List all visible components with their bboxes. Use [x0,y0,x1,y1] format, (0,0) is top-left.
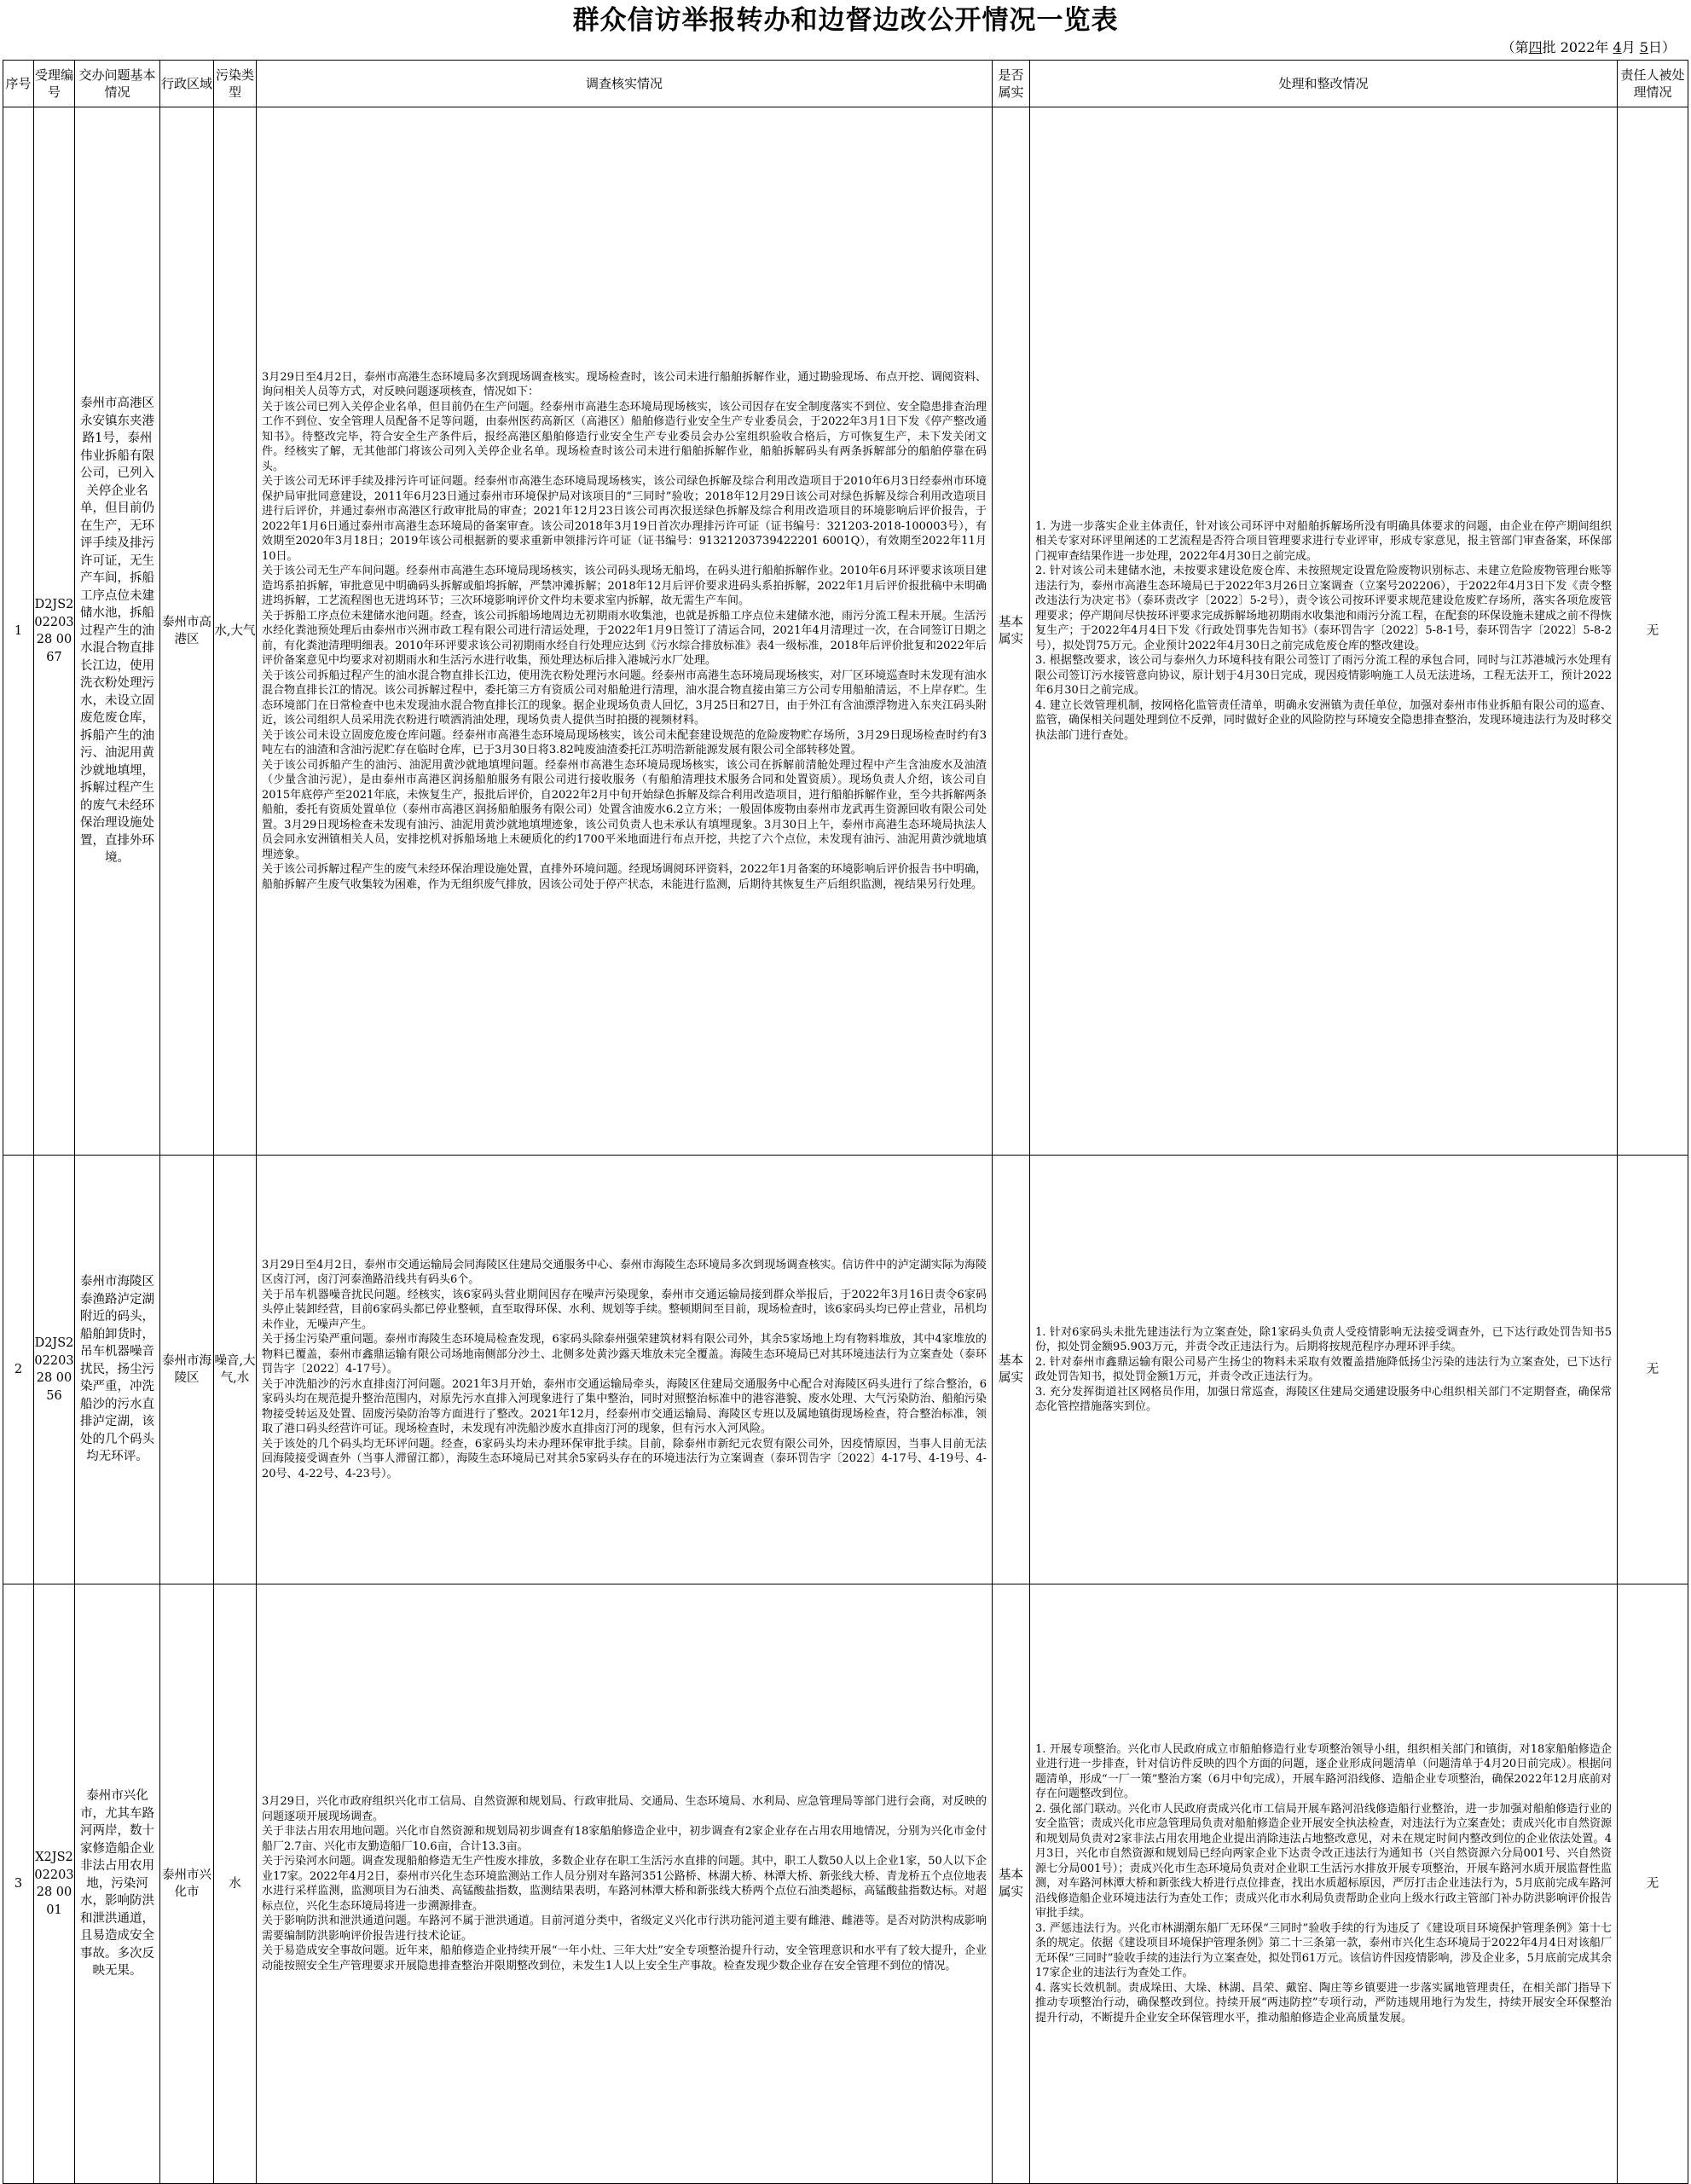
investigation-paragraph: 3月29日至4月2日，泰州市高港生态环境局多次到现场调查核实。现场检查时，该公司未进行船舶拆解作业，通过勘验现场、布点开挖、调阅资料、询问相关人员等方式，对反映问题逐项核查，情况如下： [262,370,987,399]
page-title: 群众信访举报转办和边督边改公开情况一览表 [572,5,1119,36]
header-accountability: 责任人被处理情况 [1618,61,1688,107]
investigation-paragraph: 关于该公司拆船产生的油污、油泥用黄沙就地填埋问题。经泰州市高港生态环境局现场核实，该公司在拆解前清舱处理过程中产生含油废水及油渣（少量含油污泥），是由泰州市高港区润扬船舶服务有限公司进行接收服务（有船舶清理技术服务合同和处置资质）。现场负责人介绍，该公司自2015年底停产至2021年底，未恢复生产，报批后评价，自2022年2月中旬开始绿色拆解及综合利用改造项目，进行船舶拆解作业，至今共拆解两条船舶，委托有资质处置单位（泰州市高港区润扬船舶服务有限公司）处置含油废水6.2立方米；一般固体废物由泰州市龙武再生资源回收有限公司处置。3月29日现场检查未发现有油污、油泥用黄沙就地填埋迹象，该公司负责人也未承认有填埋现象。3月30日上午，泰州市高港生态环境局执法人员会同永安洲镇相关人员，安排挖机对拆船场地上未硬质化的约1700平米地面进行布点开挖，共挖了六个点位，未发现有油污、油泥用黄沙就地填埋迹象。 [262,758,987,861]
row-issue: 泰州市海陵区泰渔路泸定湖附近的码头，船舶卸货时，吊车机器噪音扰民，扬尘污染严重，冲洗船沙的污水直排泸定湖，该处的几个码头均无环评。 [75,1156,160,1584]
row-verified: 基本属实 [993,107,1030,1156]
investigation-paragraph: 关于非法占用农用地问题。兴化市自然资源和规划局初步调查有18家船舶修造企业中，初步调查有2家企业存在占用农用地情况，分别为兴化市金付船厂2.7亩、兴化市友勤造船厂10.6亩，合计13.3亩。 [262,1825,987,1853]
header-seq: 序号 [3,61,34,107]
row-accountability: 无 [1618,1584,1688,2184]
batch-month-unit: 月 [1621,39,1640,55]
row-code: X2JS20220328 0001 [34,1584,75,2184]
row-accountability: 无 [1618,1156,1688,1584]
row-pollution: 水,大气 [214,107,257,1156]
batch-month: 4 [1613,39,1622,55]
row-seq: 3 [3,1584,34,2184]
handling-paragraph: 3. 充分发挥街道社区网格员作用，加强日常巡查，海陵区住建局交通建设服务中心组织相关部门不定期督查，确保常态化管控措施落实到位。 [1035,1385,1612,1413]
batch-year: 批 2022年 [1542,39,1613,55]
handling-paragraph: 1. 开展专项整治。兴化市人民政府成立市船舶修造行业专项整治领导小组，组织相关部门和镇街，对18家船舶修造企业进行进一步排查，针对信访件反映的四个方面的问题，逐企业形成问题清单（问题清单于4月20日前完成）。根据问题清单，形成“一厂一策”整治方案（6月中旬完成），开展车路河沿线修、造船企业专项整治，确保2022年12月底前对存在问题整改到位。 [1035,1742,1612,1801]
investigation-paragraph: 关于该公司无环评手续及排污许可证问题。经泰州市高港生态环境局现场核实，该公司绿色拆解及综合利用改造项目于2010年6月3日经泰州市环境保护局审批同意建设，2011年6月23日通过泰州市环境保护局对该项目的“三同时”验收；2018年12月29日该公司对绿色拆解及综合利用改造项目进行后评价，并通过泰州市高港区行政审批局的审查；2021年12月23日该公司再次报送绿色拆解及综合利用改造项目的环境影响后评价报告，于2022年1月6日通过泰州市高港生态环境局的备案审查。该公司2018年3月19日首次办理排污许可证（证书编号：321203-2018-100003号），有效期至2020年3月18日；2019年该公司根据新的要求重新申领排污许可证（证书编号：91321203739422201 6001Q），有效期至2022年11月10日。 [262,475,987,563]
batch-number: 四 [1528,39,1543,55]
batch-suffix: 日） [1648,39,1676,55]
row-issue: 泰州市高港区永安镇东夹港路1号，泰州伟业拆船有限公司，已列入关停企业名单，但目前仍在生产，无环评手续及排污许可证，无生产车间，拆船工序点位未建储水池，拆船过程产生的油水混合物直排长江边，使用洗衣粉处理污水，未设立固废危废仓库，拆船产生的油污、油泥用黄沙就地填埋，拆解过程产生的废气未经环保治理设施处置，直排外环境。 [75,107,160,1156]
table-row [3,1156,1688,1584]
batch-day: 5 [1639,39,1648,55]
header-code: 受理编号 [34,61,75,107]
header-district: 行政区域 [160,61,214,107]
header-handling: 处理和整改情况 [1030,61,1618,107]
investigation-paragraph: 关于该公司拆船过程产生的油水混合物直排长江边，使用洗衣粉处理污水问题。经泰州市高港生态环境局现场核实，对厂区环境巡查时未发现有油水混合物直排长江的情况。该公司拆解过程中，委托第三方有资质公司对船舱进行清理，油水混合物直接由第三方公司专用船舶清运，不上岸存贮。生态环境部门在日常检查中也未发现油水混合物直排长江的现象。据企业现场负责人回忆，3月25日和27日，由于外江有含油漂浮物进入东夹江码头附近，该公司组织人员采用洗衣粉进行喷洒消油处理，现场负责人提供当时拍摄的视频材料。 [262,669,987,727]
investigation-paragraph: 关于该公司未设立固废危废仓库问题。经泰州市高港生态环境局现场核实，该公司未配套建设规范的危险废物贮存场所，3月29日现场检查时约有3吨左右的油渣和含油污泥贮存在临时仓库，已于3月30日将3.82吨废油渣委托江苏明浩新能源发展有限公司全部转移处置。 [262,728,987,757]
investigation-paragraph: 关于吊车机器噪音扰民问题。经核实，该6家码头营业期间因存在噪声污染现象，泰州市交通运输局接到群众举报后，于2022年3月16日责令6家码头停止装卸经营，目前6家码头都已停业整顿，直至取得环保、水利、规划等手续。整顿期间至目前，现场检查时，该6家码头均已停止营业，吊机均未作业，无噪声产生。 [262,1288,987,1331]
investigation-paragraph: 关于污染河水问题。调查发现船舶修造无生产性废水排放，多数企业存在职工生活污水直排的问题。其中，职工人数50人以上企业1家，50人以下企业17家。2022年4月2日，泰州市兴化生态环境监测站工作人员分别对车路河351公路桥、林湖大桥、林潭大桥、新张线大桥、青龙桥五个点位地表水进行采样监测，监测项目为石油类、高锰酸盐指数，监测结果表明，车路河林潭大桥和新张线大桥两个点位石油类超标，高锰酸盐指数达标。对超标点位，兴化生态环境局将进一步溯源排查。 [262,1855,987,1913]
batch-info [1502,38,1676,57]
handling-paragraph: 4. 建立长效管理机制，按网格化监管责任清单，明确永安洲镇为责任单位，加强对泰州市伟业拆船有限公司的巡查、监管，确保相关问题处理到位不反弹，同时做好企业的风险防控与环境安全隐患排查整治，发现环境违法行为及时移交执法部门进行查处。 [1035,698,1613,742]
row-investigation [257,1156,993,1584]
row-pollution: 噪音,大气,水 [214,1156,257,1584]
handling-paragraph: 2. 针对泰州市鑫鼎运输有限公司易产生扬尘的物料未采取有效覆盖措施降低扬尘污染的违法行为立案查处，已下达行政处罚告知书，拟处罚金额1万元，并责令改正违法行为。 [1035,1355,1612,1383]
row-code: D2JS20220328 0067 [34,107,75,1156]
row-handling [1030,107,1618,1156]
row-investigation [257,107,993,1156]
handling-paragraph: 2. 强化部门联动。兴化市人民政府责成兴化市工信局开展车路河沿线修造船行业整治，进一步加强对船舶修造行业的安全监管；责成兴化市应急管理局负责对船舶修造企业开展安全执法检查，对违法行为立案查处；责成兴化市自然资源和规划局负责对2家非法占用农用地企业提出消除违法占地整改意见，对未在规定时间内整改到位的企业依法处置。4月3日，兴化市自然资源和规划局已经向两家企业下达责令改正违法行为通知书（兴自然资源六分局001号、兴自然资源七分局001号）；责成兴化市生态环境局负责对企业职工生活污水排放开展专项整治，开展车路河水质开展监督性监测，对车路河林潭大桥和新张线大桥进行点位排查，找出水质超标原因，严厉打击企业违法行为，5月底前完成车路河沿线修造船企业环境违法行为查处工作；责成兴化市水利局负责帮助企业向上级水行政主管部门补办防洪影响评价报告审批手续。 [1035,1802,1613,1920]
investigation-paragraph: 关于冲洗船沙的污水直排卤汀河问题。2021年3月开始，泰州市交通运输局牵头，海陵区住建局交通服务中心配合对海陵区码头进行了综合整治，6家码头均在规范提升整治范围内，对原先污水直排入河现象进行了集中整治，同时对照整治标准中的港容港貌、废水处理、大气污染防治、船舶污染物接受转运及处置、固废污染防治等方面进行了整改。2021年12月，经泰州市交通运输局、海陵区专班以及属地镇街现场检查，符合整治标准，领取了港口码头经营许可证。现场检查时，未发现有冲洗船沙废水直排卤汀河的现象，但有污水入河风险。 [262,1377,987,1436]
handling-paragraph: 4. 落实长效机制。责成垛田、大垛、林湖、昌荣、戴窑、陶庄等乡镇要进一步落实属地管理责任，在相关部门指导下推动专项整治行动，确保整改到位。持续开展“两违防控”专项行动，严防违规用地行为发生，持续开展安全环保整治提升行动，不断提升企业安全环保管理水平，推动船舶修造企业高质量发展。 [1035,1981,1612,2025]
investigation-paragraph: 3月29日，兴化市政府组织兴化市工信局、自然资源和规划局、行政审批局、交通局、生态环境局、水利局、应急管理局等部门进行会商，对反映的问题逐项开展现场调查。 [262,1795,987,1823]
investigation-paragraph: 关于该处的几个码头均无环评问题。经查，6家码头均未办理环保审批手续。目前，除泰州市新纪元农贸有限公司外，因疫情原因，当事人目前无法回海陵接受调查外（当事人滞留江都），海陵生态环境局已对其余5家码头存在的环境违法行为立案调查（泰环罚告字〔2022〕4-17号、4-19号、4-20号、4-22号、4-23号）。 [262,1437,987,1480]
row-verified: 基本属实 [993,1156,1030,1584]
investigation-paragraph: 关于影响防洪和泄洪通道问题。车路河不属于泄洪通道。目前河道分类中，省级定义兴化市行洪功能河道主要有雌港、雌港等。是否对防洪构成影响需要编制防洪影响评价报告进行技术论证。 [262,1915,987,1943]
row-handling [1030,1156,1618,1584]
investigation-paragraph: 关于该公司无生产车间问题。经泰州市高港生态环境局现场核实，该公司码头现场无船坞，在码头进行船舶拆解作业。2010年6月环评要求该项目建造坞系拍拆解，审批意见中明确码头拆解或船坞拆解，严禁冲滩拆解；2018年12月后评价要求进码头系拍拆解，2022年1月后评价报批稿中未明确进坞拆解，工艺流程图也无进坞环节；三次环境影响评价文件均未要求室内拆解，故无需生产车间。 [262,565,987,608]
handling-paragraph: 1. 针对6家码头未批先建违法行为立案查处，除1家码头负责人受疫情影响无法接受调查外，已下达行政处罚告知书5份，拟处罚金额95.903万元，并责令改正违法行为。后期将按规范程序办理环评手续。 [1035,1325,1612,1353]
handling-paragraph: 3. 根据整改要求，该公司与泰州久力环境科技有限公司签订了雨污分流工程的承包合同，同时与江苏港城污水处理有限公司签订污水接管意向协议，原计划于4月30日完成，现因疫情影响施工人员无法进场，工程无法开工，预计2022年6月30日之前完成。 [1035,654,1612,698]
row-issue: 泰州市兴化市，尤其车路河两岸，数十家修造船企业非法占用农用地，污染河水，影响防洪和泄洪通道，且易造成安全事故。多次反映无果。 [75,1584,160,2184]
investigation-paragraph: 3月29日至4月2日，泰州市交通运输局会同海陵区住建局交通服务中心、泰州市海陵生态环境局多次到现场调查核实。信访件中的泸定湖实际为海陵区卤汀河，卤汀河泰渔路沿线共有码头6个。 [262,1258,987,1287]
batch-prefix: （第 [1501,39,1529,55]
header-issue: 交办问题基本情况 [75,61,160,107]
row-accountability: 无 [1618,107,1688,1156]
table-header [3,61,1688,107]
investigation-paragraph: 关于扬尘污染严重问题。泰州市海陵生态环境局检查发现，6家码头除泰州强荣建筑材料有限公司外，其余5家场地上均有物料堆放，其中4家堆放的物料已覆盖，泰州市鑫鼎运输有限公司场地南侧部分沙土、北侧多处黄沙露天堆放未完全覆盖。海陵生态环境局已对其环境违法行为立案查处（泰环罚告字〔2022〕4-17号）。 [262,1333,987,1376]
header-verified: 是否属实 [993,61,1030,107]
row-district: 泰州市兴化市 [160,1584,214,2184]
handling-paragraph: 3. 严惩违法行为。兴化市林湖潮东船厂无环保“三同时”验收手续的行为违反了《建设项目环境保护管理条例》第十七条的规定。依据《建设项目环境保护管理条例》第二十三条第一款，泰州市兴化生态环境局于2022年4月4日对该船厂无环保“三同时”验收手续的违法行为立案查处，拟处罚61万元。该信访件因疫情影响，涉及企业多，5月底前完成其余17家企业的违法行为查处工作。 [1035,1921,1612,1980]
row-verified: 基本属实 [993,1584,1030,2184]
row-district: 泰州市海陵区 [160,1156,214,1584]
row-seq: 1 [3,107,34,1156]
row-seq: 2 [3,1156,34,1584]
investigation-paragraph: 关于拆船工序点位未建储水池问题。经查，该公司拆船场地周边无初期雨水收集池，也就是拆船工序点位未建储水池，雨污分流工程未开展。生活污水经化粪池预处理后由泰州市兴洲市政工程有限公司进行清运处理，于2022年1月9日签订了清运合同，2021年4月清理过一次，在合同签订日期之前，有化粪池清理明细表。2010年环评要求该公司初期雨水经自行处理应达到《污水综合排放标准》表4一级标准，2018年后评价批复和2022年后评价备案意见中均要求对初期雨水和生活污水进行收集，预处理达标后排入港城污水厂处理。 [262,609,987,668]
row-district: 泰州市高港区 [160,107,214,1156]
header-pollution: 污染类型 [214,61,257,107]
investigation-paragraph: 关于该公司已列入关停企业名单，但目前仍在生产问题。经泰州市高港生态环境局现场核实，该公司因存在安全制度落实不到位、安全隐患排查治理工作不到位、安全管理人员配备不足等问题，由泰州医药高新区（高港区）船舶修造行业安全生产专业委员会，于2022年3月1日下发《停产整改通知书》。待整改完毕，符合安全生产条件后，报经高港区船舶修造行业安全生产专业委员会办公室组织验收合格后，方可恢复生产，未下发关闭文件。经核实了解，无其他部门将该公司列入关停企业名单。现场检查时该公司未进行船舶拆解作业，船舶拆解码头有两条拆解部分的船舶停靠在码头。 [262,400,987,473]
row-handling [1030,1584,1618,2184]
investigation-paragraph: 关于易造成安全事故问题。近年来，船舶修造企业持续开展“一年小灶、三年大灶”安全专项整治提升行动，安全管理意识和水平有了较大提升，企业动能按照安全生产管理要求开展隐患排查整治并限期整改到位，未发生1人以上安全生产事故。检查发现少数企业存在安全管理不到位的情况。 [262,1944,987,1973]
row-pollution: 水 [214,1584,257,2184]
row-investigation [257,1584,993,2184]
handling-paragraph: 1. 为进一步落实企业主体责任，针对该公司环评中对船舶拆解场所没有明确具体要求的问题，由企业在停产期间组织相关专家对环评里阐述的工艺流程是否符合项目管理要求进行专业评审，形成专家意见，报主管部门审查备案，环保部门视审查结果作进一步处理，2022年4月30日之前完成。 [1035,519,1613,563]
row-code: D2JS20220328 0056 [34,1156,75,1584]
case-table [3,60,1688,2184]
investigation-paragraph: 关于该公司拆解过程产生的废气未经环保治理设施处置，直排外环境问题。经现场调阅环评资料，2022年1月备案的环境影响后评价报告书中明确，船舶拆解产生废气收集较为困难，作为无组织废气排放，因该公司处于停产状态，未能进行监测，后期待其恢复生产后组织监测，视结果另行处理。 [262,863,987,891]
table-row [3,1584,1688,2184]
table-row [3,107,1688,1156]
handling-paragraph: 2. 针对该公司未建储水池，未按要求建设危废仓库、未按照规定设置危险废物识别标志、未建立危险废物管理台账等违法行为，泰州市高港生态环境局已于2022年3月26日立案调查（立案号202206），于2022年4月3日下发《责令整改违法行为决定书》（泰环责改字〔2022〕5-2号），责令该公司按环评要求规范建设危废贮存场所，落实各项危废管理要求；停产期间尽快按环评要求完成拆解场地初期雨水收集池和雨污分流工程，在配套的环保设施未建成之前不得恢复生产；于2022年4月4日下发《行政处罚事先告知书》（泰环罚告字〔2022〕5-8-1号，泰环罚告字〔2022〕5-8-2号），拟处罚75万元。企业预计2022年4月30日之前完成危废仓库的整改建设。 [1035,565,1613,652]
header-investigation: 调查核实情况 [257,61,993,107]
